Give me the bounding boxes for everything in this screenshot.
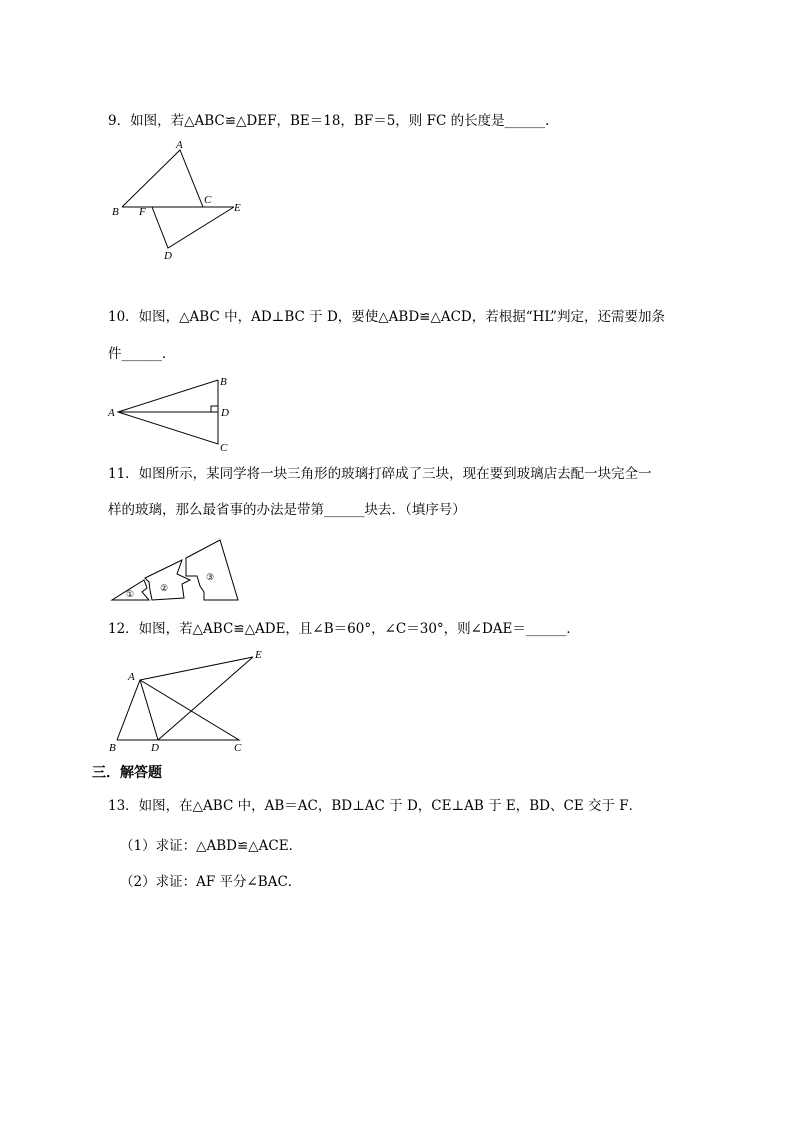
question-11-line-1: 11．如图所示，某同学将一块三角形的玻璃打碎成了三块，现在要到玻璃店去配一块完全一 bbox=[108, 466, 652, 482]
label-d: D bbox=[221, 407, 229, 419]
glass-piece-2 bbox=[145, 560, 190, 600]
label-c: C bbox=[220, 442, 228, 454]
label-c: C bbox=[204, 194, 212, 206]
piece-3-label: ③ bbox=[206, 572, 215, 582]
question-9-text: 9．如图，若△ABC≌△DEF，BE＝18，BF＝5，则 FC 的长度是______． bbox=[108, 113, 559, 129]
label-d: D bbox=[151, 742, 159, 754]
triangle-def bbox=[152, 207, 234, 248]
label-b: B bbox=[220, 376, 227, 388]
label-a: A bbox=[128, 671, 135, 683]
label-e: E bbox=[234, 202, 241, 214]
glass-piece-3 bbox=[186, 540, 238, 600]
question-13-part-1: （1）求证：△ABD≌△ACE． bbox=[120, 838, 303, 854]
piece-2-label: ② bbox=[160, 583, 169, 593]
question-13-text: 13．如图，在△ABC 中，AB＝AC，BD⊥AC 于 D，CE⊥AB 于 E，BD、CE 交于 F． bbox=[108, 798, 643, 814]
triangle-abc bbox=[117, 680, 239, 740]
question-12-text: 12．如图，若△ABC≌△ADE，且∠B＝60°，∠C＝30°，则∠DAE＝______． bbox=[108, 621, 580, 637]
right-angle-mark bbox=[211, 406, 218, 412]
segment-de bbox=[158, 657, 253, 740]
question-11-figure bbox=[106, 536, 246, 606]
section-heading: 三．解答题 bbox=[92, 765, 162, 781]
question-10-line-1: 10．如图，△ABC 中，AD⊥BC 于 D，要使△ABD≌△ACD，若根据“HL”判定，还需要加条 bbox=[108, 309, 666, 325]
question-10-line-2: 件______． bbox=[108, 346, 176, 362]
question-13-part-2: （2）求证：AF 平分∠BAC． bbox=[120, 874, 302, 890]
label-a: A bbox=[176, 139, 183, 151]
question-12-figure bbox=[100, 644, 280, 756]
question-11-line-2: 样的玻璃，那么最省事的办法是带第______块去．（填序号） bbox=[108, 502, 466, 518]
piece-1-label: ① bbox=[126, 589, 135, 599]
question-9-figure bbox=[100, 138, 260, 264]
triangle-abc bbox=[122, 150, 203, 207]
label-c: C bbox=[234, 742, 242, 754]
label-a: A bbox=[108, 407, 115, 419]
question-10-figure bbox=[100, 372, 250, 456]
label-d: D bbox=[164, 250, 172, 262]
label-f: F bbox=[139, 206, 146, 218]
label-e: E bbox=[255, 649, 262, 661]
segment-ae bbox=[140, 657, 253, 680]
label-b: B bbox=[112, 206, 119, 218]
label-b: B bbox=[109, 742, 116, 754]
